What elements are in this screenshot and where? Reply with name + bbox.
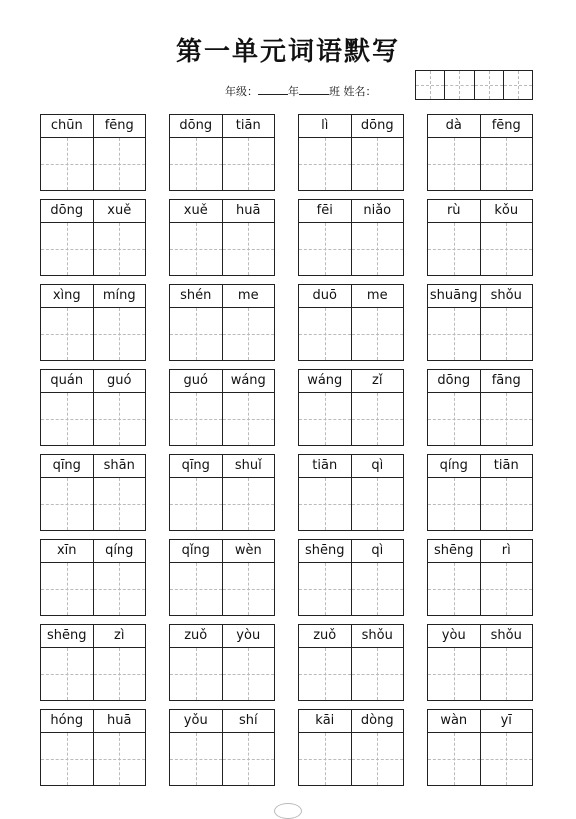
character-row: [428, 478, 532, 530]
character-row: [299, 478, 403, 530]
word-box: [169, 369, 275, 446]
word-box: [40, 454, 146, 531]
tianzige-cell[interactable]: [41, 648, 94, 700]
word-box: [427, 539, 533, 616]
page-title: 第一单元词语默写: [175, 37, 400, 67]
pinyin-label: qíng: [428, 455, 481, 477]
pinyin-row: [41, 455, 145, 478]
tianzige-cell[interactable]: [170, 648, 223, 700]
name-cell[interactable]: [475, 71, 504, 99]
pinyin-label: huā: [107, 713, 132, 728]
pinyin-label: shǒu: [361, 628, 393, 643]
character-row: [41, 138, 145, 190]
character-row: [428, 223, 532, 275]
page-footer-mark: [274, 803, 302, 819]
pinyin-label: yòu: [236, 628, 261, 643]
word-grid: [40, 114, 535, 786]
pinyin-row: [299, 200, 403, 223]
pinyin-label: fēi: [299, 200, 352, 222]
grade-label: 年级：: [225, 85, 258, 98]
pinyin-label: huā: [236, 203, 261, 218]
pinyin-row: [170, 455, 274, 478]
character-row: [428, 308, 532, 360]
pinyin-row: [170, 370, 274, 393]
pinyin-row: [170, 115, 274, 138]
character-row: [41, 478, 145, 530]
pinyin-label: dòng: [360, 713, 394, 728]
pinyin-label: me: [237, 288, 259, 303]
name-cell[interactable]: [416, 71, 445, 99]
pinyin-row: [428, 710, 532, 733]
pinyin-row: [299, 285, 403, 308]
tianzige-cell[interactable]: [481, 563, 533, 615]
tianzige-cell[interactable]: [170, 733, 223, 785]
pinyin-row: [41, 540, 145, 563]
pinyin-label: niǎo: [363, 203, 392, 218]
pinyin-label: dōng: [360, 118, 394, 133]
tianzige-cell[interactable]: [170, 223, 223, 275]
pinyin-row: [428, 455, 532, 478]
tianzige-cell[interactable]: [299, 138, 352, 190]
character-row: [428, 563, 532, 615]
character-row: [41, 393, 145, 445]
pinyin-row: [170, 285, 274, 308]
tianzige-cell[interactable]: [41, 138, 94, 190]
tianzige-cell[interactable]: [481, 138, 533, 190]
pinyin-label: zuǒ: [170, 625, 223, 647]
tianzige-cell[interactable]: [223, 563, 275, 615]
pinyin-label: tiān: [493, 458, 519, 473]
pinyin-label: xuě: [107, 203, 132, 218]
tianzige-cell[interactable]: [223, 648, 275, 700]
word-box: [427, 369, 533, 446]
word-box: [298, 114, 404, 191]
word-box: [40, 114, 146, 191]
tianzige-cell[interactable]: [170, 393, 223, 445]
character-row: [428, 733, 532, 785]
pinyin-label: dōng: [41, 200, 94, 222]
pinyin-label: rì: [501, 543, 511, 558]
pinyin-label: shēng: [41, 625, 94, 647]
pinyin-row: [299, 710, 403, 733]
tianzige-cell[interactable]: [94, 138, 146, 190]
pinyin-label: kǒu: [494, 203, 519, 218]
character-row: [299, 138, 403, 190]
word-box: [169, 284, 275, 361]
pinyin-row: [299, 115, 403, 138]
pinyin-label: chūn: [41, 115, 94, 137]
character-row: [428, 393, 532, 445]
character-row: [428, 648, 532, 700]
pinyin-label: wáng: [299, 370, 352, 392]
tianzige-cell[interactable]: [352, 733, 404, 785]
character-row: [428, 138, 532, 190]
word-box: [427, 454, 533, 531]
character-row: [299, 393, 403, 445]
name-cell[interactable]: [504, 71, 532, 99]
pinyin-label: shén: [170, 285, 223, 307]
pinyin-label: me: [366, 288, 388, 303]
tianzige-cell[interactable]: [352, 648, 404, 700]
pinyin-label: xìng: [41, 285, 94, 307]
word-box: [298, 284, 404, 361]
character-row: [170, 648, 274, 700]
word-box: [169, 709, 275, 786]
tianzige-cell[interactable]: [94, 478, 146, 530]
tianzige-cell[interactable]: [170, 563, 223, 615]
word-box: [40, 369, 146, 446]
tianzige-cell[interactable]: [352, 478, 404, 530]
tianzige-cell[interactable]: [428, 648, 481, 700]
tianzige-cell[interactable]: [94, 563, 146, 615]
pinyin-row: [299, 455, 403, 478]
pinyin-label: shǒu: [490, 628, 522, 643]
tianzige-cell[interactable]: [428, 223, 481, 275]
name-cell[interactable]: [445, 71, 474, 99]
character-row: [41, 733, 145, 785]
tianzige-cell[interactable]: [299, 308, 352, 360]
character-row: [299, 733, 403, 785]
pinyin-row: [41, 370, 145, 393]
character-row: [41, 563, 145, 615]
tianzige-cell[interactable]: [352, 563, 404, 615]
tianzige-cell[interactable]: [94, 393, 146, 445]
word-box: [169, 454, 275, 531]
pinyin-label: shēng: [428, 540, 481, 562]
tianzige-cell[interactable]: [352, 138, 404, 190]
pinyin-row: [41, 200, 145, 223]
pinyin-label: wáng: [230, 373, 266, 388]
tianzige-cell[interactable]: [94, 648, 146, 700]
pinyin-row: [428, 540, 532, 563]
pinyin-label: rù: [428, 200, 481, 222]
tianzige-cell[interactable]: [41, 478, 94, 530]
tianzige-cell[interactable]: [299, 478, 352, 530]
character-row: [170, 138, 274, 190]
word-box: [169, 199, 275, 276]
tianzige-cell[interactable]: [223, 478, 275, 530]
pinyin-row: [170, 710, 274, 733]
word-box: [40, 624, 146, 701]
pinyin-label: zǐ: [372, 373, 383, 388]
word-box: [298, 199, 404, 276]
tianzige-cell[interactable]: [428, 138, 481, 190]
tianzige-cell[interactable]: [94, 223, 146, 275]
tianzige-cell[interactable]: [481, 648, 533, 700]
tianzige-cell[interactable]: [428, 308, 481, 360]
pinyin-label: hóng: [41, 710, 94, 732]
word-box: [298, 454, 404, 531]
tianzige-cell[interactable]: [481, 733, 533, 785]
pinyin-row: [41, 710, 145, 733]
tianzige-cell[interactable]: [299, 223, 352, 275]
word-box: [298, 709, 404, 786]
tianzige-cell[interactable]: [94, 733, 146, 785]
character-row: [170, 733, 274, 785]
word-box: [40, 199, 146, 276]
character-row: [170, 223, 274, 275]
tianzige-cell[interactable]: [299, 563, 352, 615]
pinyin-label: lì: [299, 115, 352, 137]
pinyin-label: tiān: [299, 455, 352, 477]
tianzige-cell[interactable]: [223, 393, 275, 445]
pinyin-row: [170, 540, 274, 563]
pinyin-row: [428, 625, 532, 648]
pinyin-row: [170, 625, 274, 648]
character-row: [41, 308, 145, 360]
pinyin-label: guó: [107, 373, 132, 388]
year-label: 年: [288, 85, 299, 98]
tianzige-cell[interactable]: [352, 393, 404, 445]
pinyin-label: yǒu: [170, 710, 223, 732]
word-box: [40, 284, 146, 361]
word-box: [427, 199, 533, 276]
word-box: [427, 284, 533, 361]
tianzige-cell[interactable]: [299, 648, 352, 700]
pinyin-label: dōng: [428, 370, 481, 392]
pinyin-label: shēng: [299, 540, 352, 562]
pinyin-label: yòu: [428, 625, 481, 647]
word-box: [40, 539, 146, 616]
word-box: [40, 709, 146, 786]
pinyin-label: qīng: [170, 455, 223, 477]
character-row: [41, 648, 145, 700]
tianzige-cell[interactable]: [223, 223, 275, 275]
pinyin-row: [428, 115, 532, 138]
tianzige-cell[interactable]: [41, 733, 94, 785]
word-box: [298, 624, 404, 701]
pinyin-row: [170, 200, 274, 223]
pinyin-label: guó: [170, 370, 223, 392]
pinyin-row: [41, 625, 145, 648]
pinyin-label: shí: [238, 713, 258, 728]
pinyin-label: fāng: [491, 373, 521, 388]
pinyin-label: qì: [371, 543, 384, 558]
tianzige-cell[interactable]: [170, 478, 223, 530]
tianzige-cell[interactable]: [223, 733, 275, 785]
word-box: [427, 709, 533, 786]
character-row: [170, 478, 274, 530]
pinyin-label: quán: [41, 370, 94, 392]
name-writing-box[interactable]: [415, 70, 533, 100]
tianzige-cell[interactable]: [41, 223, 94, 275]
pinyin-row: [299, 540, 403, 563]
pinyin-row: [428, 200, 532, 223]
word-box: [427, 624, 533, 701]
tianzige-cell[interactable]: [223, 308, 275, 360]
student-info-line: [225, 84, 377, 99]
pinyin-row: [41, 285, 145, 308]
pinyin-label: qì: [371, 458, 384, 473]
pinyin-row: [41, 115, 145, 138]
pinyin-label: míng: [102, 288, 136, 303]
pinyin-label: tiān: [235, 118, 261, 133]
pinyin-label: zì: [114, 628, 125, 643]
tianzige-cell[interactable]: [428, 478, 481, 530]
pinyin-row: [428, 285, 532, 308]
pinyin-label: qíng: [105, 543, 134, 558]
pinyin-label: dōng: [170, 115, 223, 137]
pinyin-label: yī: [500, 713, 512, 728]
tianzige-cell[interactable]: [94, 308, 146, 360]
tianzige-cell[interactable]: [481, 223, 533, 275]
character-row: [41, 223, 145, 275]
tianzige-cell[interactable]: [41, 308, 94, 360]
word-box: [169, 624, 275, 701]
pinyin-label: dà: [428, 115, 481, 137]
pinyin-label: xuě: [170, 200, 223, 222]
character-row: [299, 223, 403, 275]
word-box: [298, 369, 404, 446]
tianzige-cell[interactable]: [299, 393, 352, 445]
pinyin-label: wàn: [428, 710, 481, 732]
pinyin-label: wèn: [234, 543, 262, 558]
character-row: [170, 563, 274, 615]
word-box: [298, 539, 404, 616]
character-row: [299, 563, 403, 615]
name-label: 姓名：: [343, 85, 377, 98]
pinyin-row: [428, 370, 532, 393]
pinyin-label: fēng: [491, 118, 521, 133]
word-box: [169, 114, 275, 191]
word-box: [427, 114, 533, 191]
tianzige-cell[interactable]: [299, 733, 352, 785]
tianzige-cell[interactable]: [428, 563, 481, 615]
tianzige-cell[interactable]: [41, 563, 94, 615]
class-label: 班: [329, 85, 340, 98]
word-box: [169, 539, 275, 616]
tianzige-cell[interactable]: [223, 138, 275, 190]
character-row: [170, 308, 274, 360]
pinyin-row: [299, 370, 403, 393]
tianzige-cell[interactable]: [352, 308, 404, 360]
pinyin-label: duō: [299, 285, 352, 307]
pinyin-label: kāi: [299, 710, 352, 732]
pinyin-label: shǒu: [490, 288, 522, 303]
pinyin-row: [299, 625, 403, 648]
character-row: [299, 648, 403, 700]
tianzige-cell[interactable]: [428, 733, 481, 785]
tianzige-cell[interactable]: [41, 393, 94, 445]
tianzige-cell[interactable]: [170, 308, 223, 360]
tianzige-cell[interactable]: [481, 308, 533, 360]
pinyin-label: xīn: [41, 540, 94, 562]
pinyin-label: zuǒ: [299, 625, 352, 647]
pinyin-label: shuāng: [428, 285, 481, 307]
tianzige-cell[interactable]: [428, 393, 481, 445]
tianzige-cell[interactable]: [481, 478, 533, 530]
pinyin-label: qīng: [41, 455, 94, 477]
pinyin-label: shān: [103, 458, 135, 473]
pinyin-label: qǐng: [170, 540, 223, 562]
class-blank[interactable]: [299, 84, 329, 95]
grade-blank[interactable]: [258, 84, 288, 95]
pinyin-label: shuǐ: [234, 458, 262, 473]
character-row: [299, 308, 403, 360]
tianzige-cell[interactable]: [481, 393, 533, 445]
pinyin-label: fēng: [104, 118, 134, 133]
tianzige-cell[interactable]: [170, 138, 223, 190]
tianzige-cell[interactable]: [352, 223, 404, 275]
character-row: [170, 393, 274, 445]
